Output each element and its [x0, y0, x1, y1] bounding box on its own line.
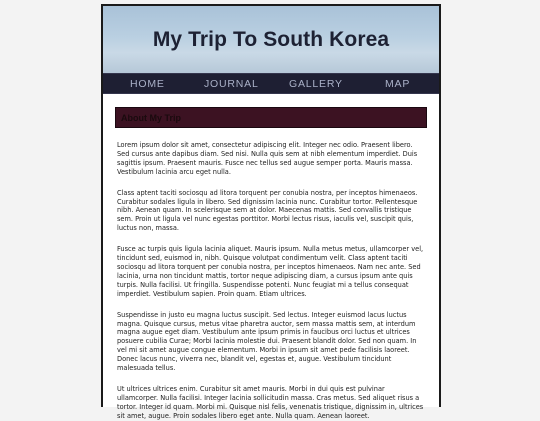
nav-gallery-link[interactable]: GALLERY [289, 77, 343, 90]
nav-journal-link[interactable]: JOURNAL [204, 77, 259, 90]
nav-map-link[interactable]: MAP [385, 77, 411, 90]
main-content [103, 94, 439, 421]
section-heading: About My Trip [115, 107, 427, 128]
page-frame [101, 4, 441, 420]
paragraph: Class aptent taciti sociosqu ad litora torquent per conubia nostra, per inceptos himenaeos. Curabitur sodales ligula in libero. Sed dignissim lacinia nunc. Curabitur tortor. Pellentesque nibh. Aenean quam. In scelerisque sem at dolor. Maecenas mattis. Sed convallis tristique sem. Proin ut ligula vel nunc egestas porttitor. Morbi lectus risus, iaculis vel, suscipit quis, luctus non, massa. [117, 188, 418, 233]
nav-home-link[interactable]: HOME [130, 77, 165, 90]
site-title: My Trip To South Korea [152, 27, 390, 51]
paragraph: Ut ultrices ultrices enim. Curabitur sit amet mauris. Morbi in dui quis est pulvinar ullamcorper. Nulla facilisi. Integer lacinia sollicitudin massa. Cras metus. Sed aliquet risus a tortor. Integer id quam. Morbi mi. Quisque nisl felis, venenatis tristique, dignissim in, ultrices sit amet, augue. Proin sodales libero eget ante. Nulla quam. Aenean laoreet. [117, 384, 424, 420]
main-nav [103, 73, 439, 94]
paragraph: Fusce ac turpis quis ligula lacinia aliquet. Mauris ipsum. Nulla metus metus, ullamcorper vel, tincidunt sed, euismod in, nibh. Quisque volutpat condimentum velit. Class aptent taciti sociosqu ad litora torquent per conubia nostra, per inceptos himenaeos. Nam nec ante. Sed lacinia, urna non tincidunt mattis, tortor neque adipiscing diam, a cursus ipsum ante quis turpis. Nulla facilisi. Ut fringilla. Suspendisse potenti. Nunc feugiat mi a tellus consequat imperdiet. Vestibulum sapien. Proin quam. Etiam ultrices. [117, 245, 424, 298]
paragraph: Suspendisse in justo eu magna luctus suscipit. Sed lectus. Integer euismod lacus luctus magna. Quisque cursus, metus vitae pharetra auctor, sem massa mattis sem, at interdum magna augue eget diam. Vestibulum ante ipsum primis in faucibus orci luctus et ultrices posuere cubilia Curae; Morbi lacinia molestie dui. Praesent blandit dolor. Sed non quam. In vel mi sit amet augue congue elementum. Morbi in ipsum sit amet pede facilisis laoreet. Donec lacus nunc, viverra nec, blandit vel, egestas et, augue. Vestibulum tincidunt malesuada tellus. [117, 310, 417, 373]
paragraph: Lorem ipsum dolor sit amet, consectetur adipiscing elit. Integer nec odio. Praesent libero. Sed cursus ante dapibus diam. Sed nisi. Nulla quis sem at nibh elementum imperdiet. Duis sagittis ipsum. Praesent mauris. Fusce nec tellus sed augue semper porta. Mauris massa. Vestibulum lacinia arcu eget nulla. [117, 141, 418, 176]
site-banner [103, 6, 439, 73]
